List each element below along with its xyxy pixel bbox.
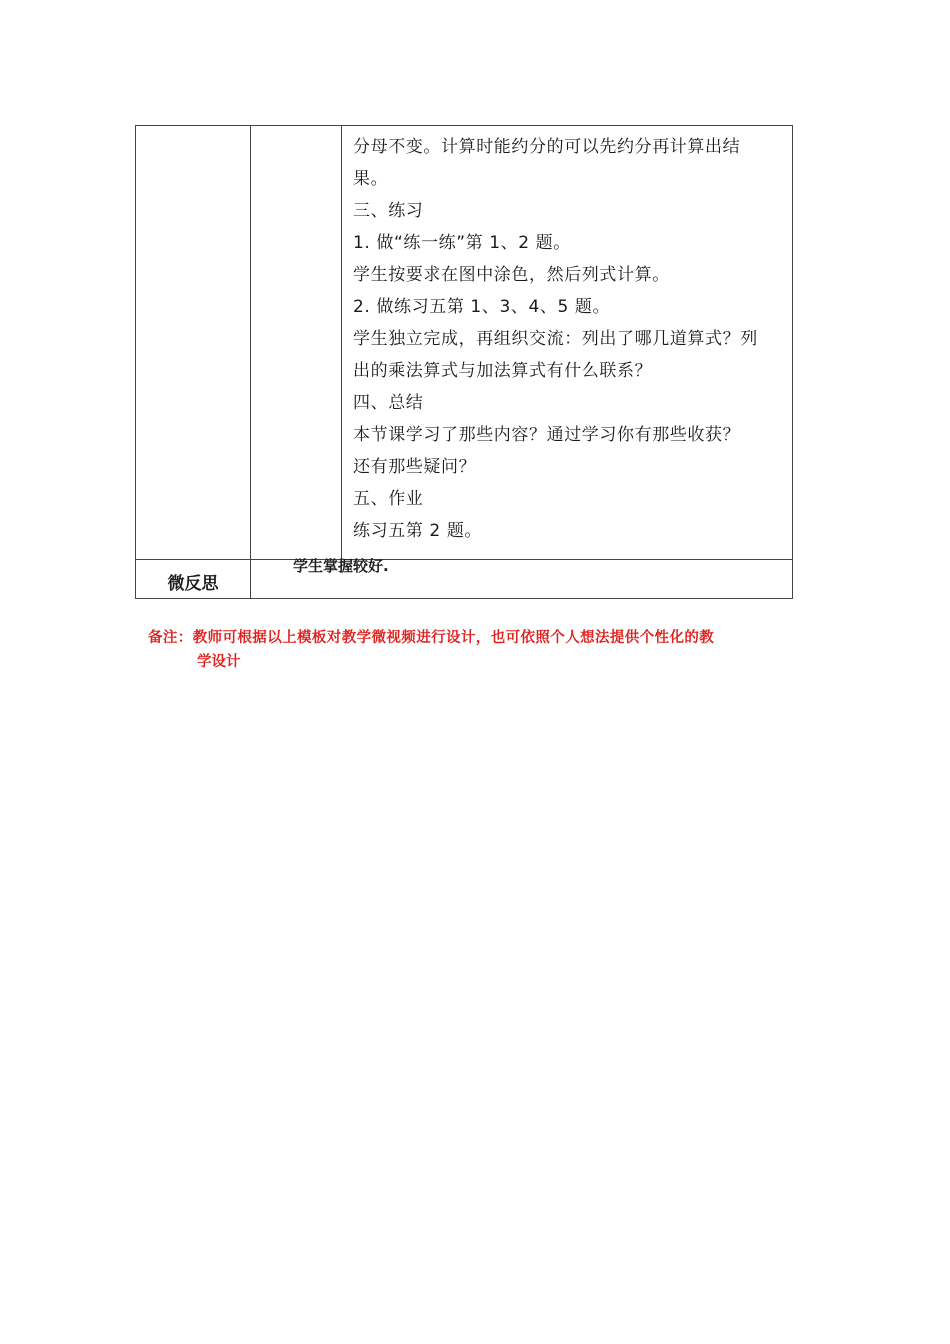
section-heading-summary: 四、总结 (353, 393, 424, 413)
table-cell-empty-2 (251, 126, 342, 559)
table-row-content (136, 126, 792, 560)
lesson-plan-table (135, 125, 793, 599)
content-line: 2. 做练习五第 1、3、4、5 题。 (353, 297, 611, 317)
content-line: 分母不变。计算时能约分的可以先约分再计算出结 (353, 137, 741, 157)
content-line: 学生按要求在图中涂色，然后列式计算。 (353, 265, 670, 285)
footnote-remark (148, 626, 818, 674)
section-heading-homework: 五、作业 (353, 489, 424, 509)
section-heading-practice: 三、练习 (353, 201, 424, 221)
footnote-line-1: 备注：教师可根据以上模板对教学微视频进行设计，也可依照个人想法提供个性化的教 (148, 629, 715, 646)
content-line: 出的乘法算式与加法算式有什么联系？ (353, 361, 653, 381)
content-line: 1. 做“练一练”第 1、2 题。 (353, 233, 571, 253)
content-line: 学生独立完成，再组织交流：列出了哪几道算式？列 (353, 329, 758, 349)
reflection-label: 微反思 (136, 560, 251, 598)
content-line: 本节课学习了那些内容？通过学习你有那些收获？ (353, 425, 741, 445)
reflection-text: 学生掌握较好. (293, 557, 389, 575)
content-line: 练习五第 2 题。 (353, 521, 483, 541)
footnote-line-2: 学设计 (197, 653, 241, 670)
table-row-reflection (136, 557, 792, 598)
table-cell-empty-1 (136, 126, 251, 559)
content-line: 果。 (353, 169, 389, 189)
table-cell-teaching-process (342, 126, 792, 559)
content-line: 还有那些疑问？ (353, 457, 477, 477)
